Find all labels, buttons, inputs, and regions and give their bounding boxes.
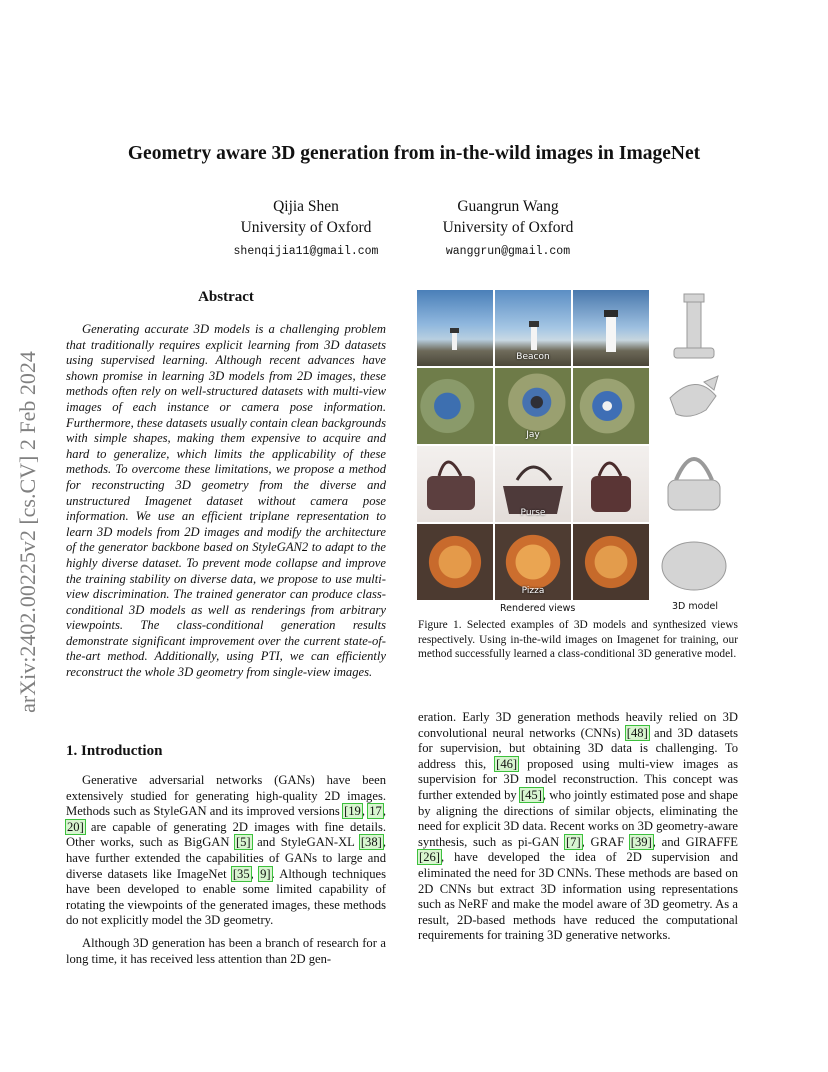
author-name: Qijia Shen bbox=[273, 198, 339, 215]
author-email[interactable]: shenqijia11@gmail.com bbox=[233, 245, 379, 258]
row-label-beacon: Beacon bbox=[516, 352, 550, 362]
row-label-pizza: Pizza bbox=[521, 586, 545, 596]
intro-paragraph-1: Generative adversarial networks (GANs) have been extensively studied for generating high-quality 2D images. Methods such as StyleGAN and its improved versions [19, 17, 20] are capable of generating 2D images with fine details. Other works, such as BigGAN [5] and StyleGAN-XL [38], have further extended the capabilities of GANs to large and diverse datasets like ImageNet [35, 9]. Although techniques have been developed to enable some limited capability of rotating the viewpoints of the generated images, these methods do not explicitly model the 3D geometry. bbox=[66, 773, 386, 928]
author-name: Guangrun Wang bbox=[457, 198, 559, 215]
rendered-views-label: Rendered views bbox=[500, 603, 576, 614]
row-label-purse: Purse bbox=[520, 508, 546, 518]
citation-link[interactable]: [48] bbox=[626, 725, 648, 740]
author-affiliation: University of Oxford bbox=[240, 219, 372, 236]
citation-link[interactable]: [46] bbox=[496, 756, 518, 771]
row-label-jay: Jay bbox=[526, 430, 540, 440]
author-block-1 bbox=[196, 196, 416, 262]
citation-link[interactable]: [7] bbox=[565, 834, 581, 849]
abstract-heading: Abstract bbox=[198, 289, 254, 305]
abstract-text: Generating accurate 3D models is a challenging problem that traditionally requires explicit learning from 3D datasets using supervised learning. Although recent advances have shown promise in learning 3D models from 2D images, these methods often rely on well-structured datasets with multi-view images of each instance or camera pose information. Furthermore, these datasets usually contain clean backgrounds with simple shapes, making them expensive to acquire and hard to generalize, which limits the applicability of these methods. To overcome these limitations, we propose a method for reconstructing 3D geometry from the diverse and unstructured Imagenet dataset without camera pose information. We use an efficient triplane representation to learn 3D models from 2D images and modify the architecture of the generator backbone based on StyleGAN2 to adapt to the highly diverse dataset. To prevent mode collapse and improve the training stability on diverse data, we propose to use multi-view discrimination. The trained generator can produce class-conditional 3D models as well as renderings from arbitrary viewpoints. The class-conditional generation results demonstrate significant improvement over the current state-of-the-art method. Additionally, using PTI, we can efficiently reconstruct the whole 3D geometry from single-view images. bbox=[66, 322, 386, 680]
citation-link[interactable]: [26] bbox=[419, 850, 440, 865]
citation-link[interactable]: 9] bbox=[260, 866, 271, 881]
author-email[interactable]: wanggrun@gmail.com bbox=[445, 245, 571, 258]
intro-paragraph-2: Although 3D generation has been a branch of research for a long time, it has received less attention than 2D gen- bbox=[66, 936, 386, 966]
citation-link[interactable]: [5] bbox=[235, 835, 251, 850]
figure-1-rendered-views bbox=[417, 290, 649, 600]
citation-link[interactable]: [39] bbox=[630, 834, 652, 849]
3d-model-renders bbox=[656, 290, 732, 600]
figure-1-caption: Figure 1. Selected examples of 3D models and synthesized views respectively. Using in-the-wild images on Imagenet for training, our method successfully learned a class-conditional 3D generative model. bbox=[418, 619, 738, 661]
section-heading-introduction: 1. Introduction bbox=[66, 743, 163, 759]
3d-model-label: 3D model bbox=[672, 601, 718, 612]
citation-link[interactable]: 20] bbox=[67, 819, 84, 834]
right-column-paragraph: eration. Early 3D generation methods heavily relied on 3D convolutional neural networks (CNNs) [48] and 3D datasets for supervision, but obtaining 3D data is challenging. To address this, [46] proposed using multi-view images as supervision for 3D model reconstruction. This concept was further extended by [45], who jointly estimated pose and shape by aligning the directions of similar objects, eliminating the need for explicit 3D data. Recent works on 3D geometry-aware synthesis, such as pi-GAN [7], GRAF [39], and GIRAFFE [26], have developed the idea of 2D supervision and eliminated the need for 3D CNNs. These methods are based on 2D CNNs but extract 3D information using representations such as NeRF and make the model aware of 3D geometry. As a result, 2D-based methods have reduced the computational requirements for training 3D generative networks. bbox=[418, 710, 738, 943]
arxiv-sidebar-id: arXiv:2402.00225v2 [cs.CV] 2 Feb 2024 bbox=[15, 351, 40, 713]
citation-link[interactable]: [35 bbox=[232, 866, 250, 881]
citation-link[interactable]: [19 bbox=[344, 804, 361, 819]
citation-link[interactable]: [45] bbox=[520, 787, 542, 802]
author-affiliation: University of Oxford bbox=[442, 219, 574, 236]
citation-link[interactable]: [38] bbox=[360, 835, 382, 850]
citation-link[interactable]: 17 bbox=[369, 804, 382, 819]
author-block-2 bbox=[398, 196, 618, 262]
figure-1-3d-models bbox=[656, 290, 732, 600]
paper-title: Geometry aware 3D generation from in-the-wild images in ImageNet bbox=[127, 143, 701, 164]
